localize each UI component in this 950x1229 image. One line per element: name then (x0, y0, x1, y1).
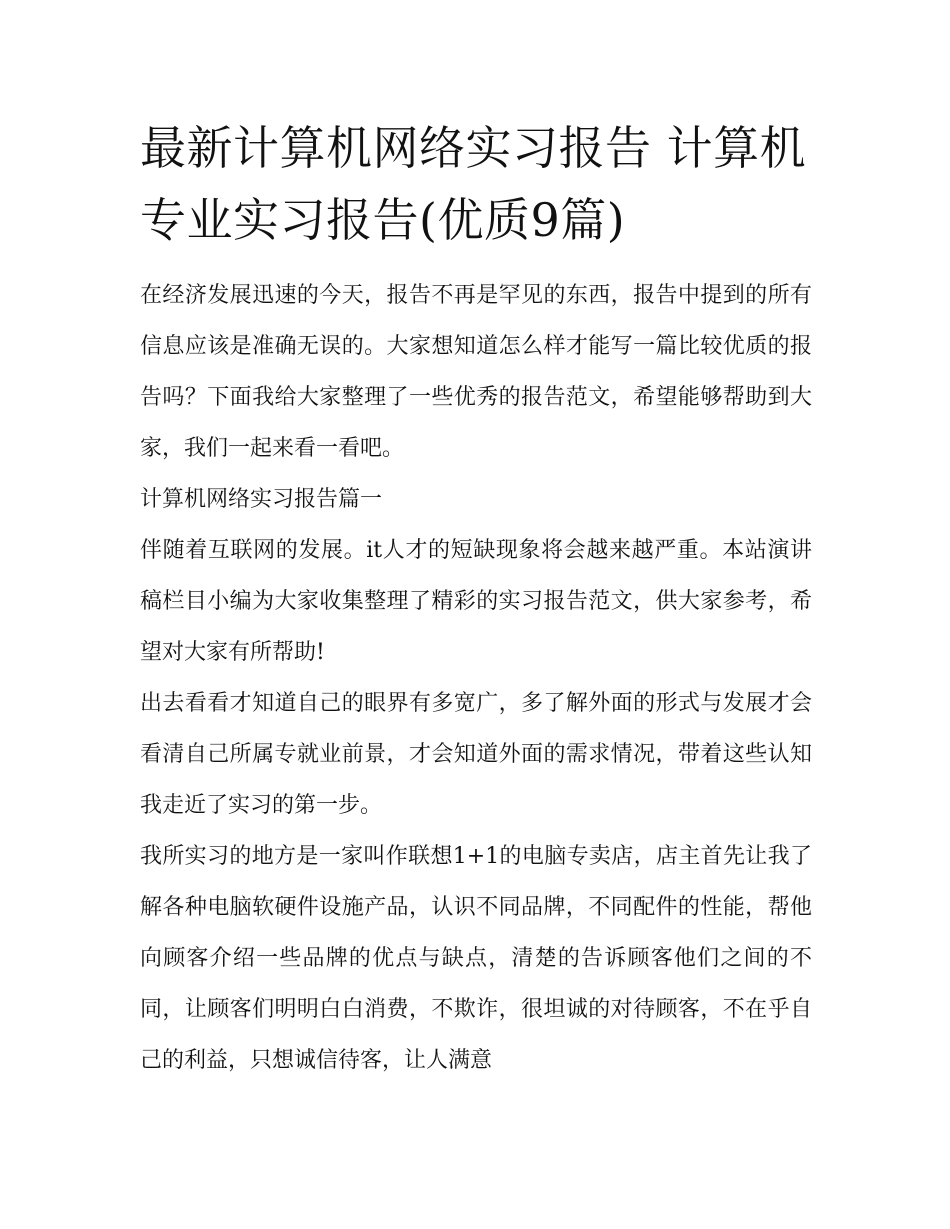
intro-paragraph: 在经济发展迅速的今天，报告不再是罕见的东西，报告中提到的所有信息应该是准确无误的。大家想知道怎么样才能写一篇比较优质的报告吗？下面我给大家整理了一些优秀的报告范文，希望能够帮助到大家，我们一起来看一看吧。 (140, 283, 812, 461)
body-paragraph: 我所实习的地方是一家叫作联想1+1的电脑专卖店，店主首先让我了解各种电脑软硬件设施产品，认识不同品牌，不同配件的性能，帮他向顾客介绍一些品牌的优点与缺点，清楚的告诉顾客他们之间的不同，让顾客们明明白白消费，不欺诈，很坦诚的对待顾客，不在乎自己的利益，只想诚信待客，让人满意 (140, 844, 812, 1073)
section-heading: 计算机网络实习报告篇一 (140, 487, 383, 512)
body-paragraph: 伴随着互联网的发展。it人才的短缺现象将会越来越严重。本站演讲稿栏目小编为大家收集整理了精彩的实习报告范文，供大家参考，希望对大家有所帮助! (140, 538, 812, 665)
document-title: 最新计算机网络实习报告 计算机专业实习报告(优质9篇) (140, 121, 807, 247)
body-paragraph: 出去看看才知道自己的眼界有多宽广，多了解外面的形式与发展才会看清自己所属专就业前景，才会知道外面的需求情况，带着这些认知我走近了实习的第一步。 (140, 691, 812, 818)
document-page (140, 112, 812, 1086)
